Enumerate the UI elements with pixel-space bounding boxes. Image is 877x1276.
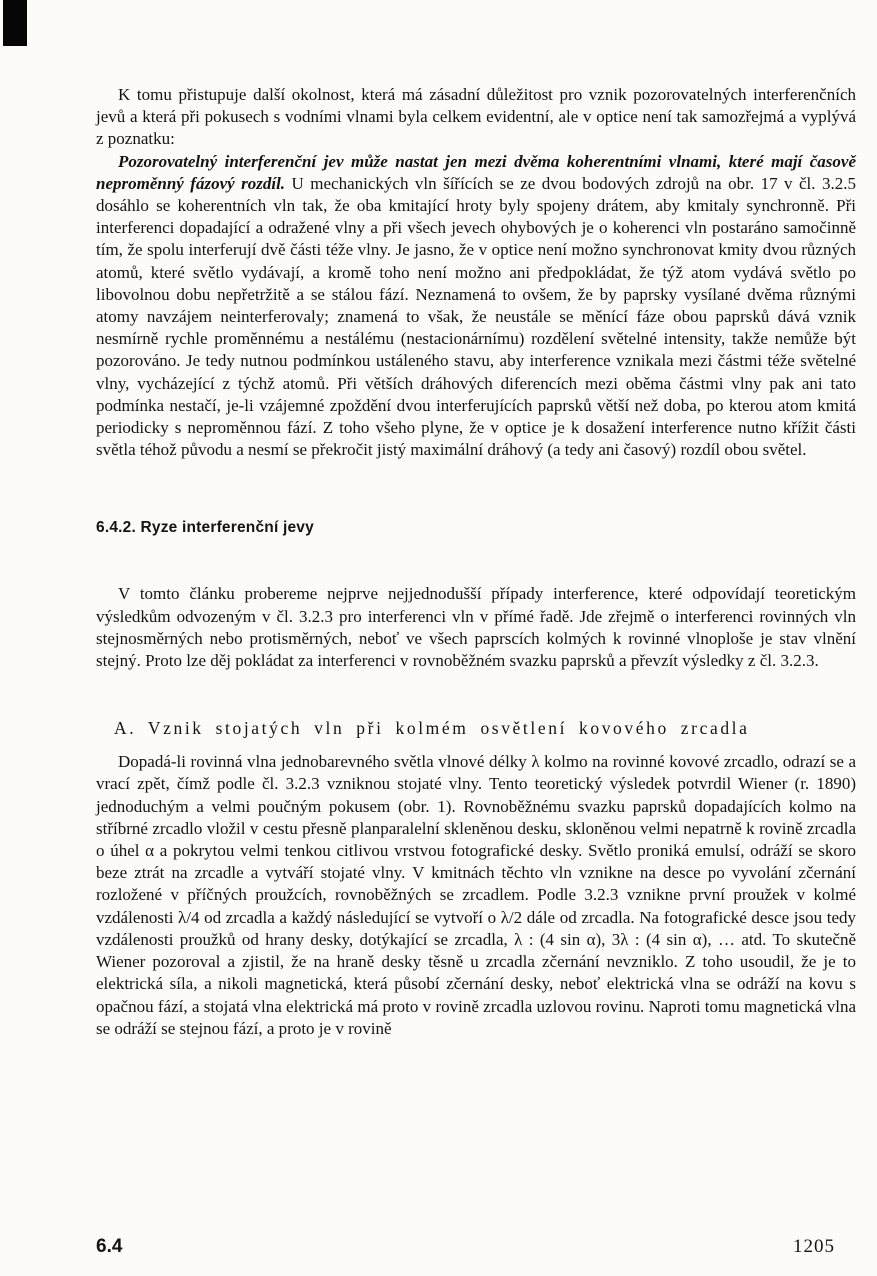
- emphasis-statement: Pozorovatelný interferenční jev může nastat jen mezi dvěma koherentními vlnami, které mají časově neproměnný fázový rozdíl.: [96, 151, 856, 193]
- paragraph-intro-text: K tomu přistupuje další okolnost, která má zásadní důležitost pro vznik pozorovatelných interferenčních jevů a která při pokusech s vodními vlnami byla celkem evidentní, ale v optice není tak samozřejmá a vyplývá z poznatku:: [96, 85, 856, 149]
- text-block: [96, 84, 856, 1040]
- paragraph-overview-text: V tomto článku probereme nejprve nejjednodušší případy interference, které odpovídají teoretickým výsledkům odvozeným v čl. 3.2.3 pro interferenci vln v přímé řadě. Jde zřejmě o interferenci rovinných vln stejnosměrných nebo protisměrných, neboť ve všech paprscích kolmých k rovinné vlnoploše je stav vlnění stejný. Proto lze děj pokládat za interferenci v rovnoběžném svazku paprsků a převzít výsledky z čl. 3.2.3.: [96, 584, 856, 671]
- paragraph-intro: [96, 84, 856, 151]
- footer-page-number: 1205: [793, 1236, 835, 1257]
- paragraph-wiener: [96, 751, 856, 1040]
- page-footer: [96, 1236, 847, 1258]
- footer-chapter-ref: 6.4: [96, 1236, 123, 1257]
- paragraph-coherence-text: U mechanických vln šířících se ze dvou bodových zdrojů na obr. 17 v čl. 3.2.5 dosáhlo se koherentních vln tak, že oba kmitající hroty byly spojeny drátem, aby kmitaly synchronně. Při interferenci dopadající a odražené vlny a při všech jevech ohybových je o koherenci vln postaráno samočinně tím, že spolu interferují dvě části téže vlny. Je jasno, že v optice není možno synchronovat kmity dvou různých atomů, které světlo vydávají, a kromě toho není možno ani předpokládat, že týž atom vydává světlo po libovolnou dobu nepřetržitě a se stálou fází. Neznamená to ovšem, že by paprsky vysílané dvěma různými atomy navzájem neinterferovaly; znamená to však, že neustále se měnící fáze obou paprsků dává vznik nesmírně rychle proměnnému a nestálému (nestacionárnímu) rozdělení světelné intensity, takže nemůže být pozorováno. Je tedy nutnou podmínkou ustáleného stavu, aby interference vznikala mezi částmi téže světelné vlny, vycházející z týchž atomů. Při větších dráhových diferencích mezi oběma částmi vlny pak ani tato podmínka nestačí, je-li vzájemné zpoždění dvou interferujících paprsků větší než doba, po kterou atom kmitá periodicky s neproměnnou fází. Z toho všeho plyne, že v optice je k dosažení interference nutno křížit části světla téhož původu a nesmí se překročit jistý maximální dráhový (a tedy ani časový) rozdíl obou světel.: [96, 173, 856, 460]
- subsection-heading: A. Vznik stojatých vln při kolmém osvětlení kovového zrcadla: [114, 718, 750, 739]
- section-heading: 6.4.2. Ryze interferenční jevy: [96, 519, 314, 537]
- paragraph-wiener-text: Dopadá-li rovinná vlna jednobarevného světla vlnové délky λ kolmo na rovinné kovové zrcadlo, odrazí se a vrací zpět, čímž podle čl. 3.2.3 vzniknou stojaté vlny. Tento teoretický výsledek potvrdil Wiener (r. 1890) jednoduchým a velmi poučným pokusem (obr. 1). Rovnoběžnému svazku paprsků dopadajících kolmo na stříbrné zrcadlo vložil v cestu přesně planparalelní skleněnou desku, skloněnou velmi nepatrně k rovině zrcadla o úhel α a pokrytou velmi tenkou citlivou vrstvou fotografické desky. Světlo proniká emulsí, odráží se skoro beze ztrát na zrcadle a vytváří stojaté vlny. V kmitnách těchto vln vznikne na desce po vyvolání zčernání rozložené v příčných proužcích, rovnoběžných se zrcadlem. Podle 3.2.3 vznikne první proužek v kolmé vzdálenosti λ/4 od zrcadla a každý následující se vytvoří o λ/2 dále od zrcadla. Na fotografické desce jsou tedy vzdálenosti proužků od hrany desky, dotýkající se zrcadla, λ : (4 sin α), 3λ : (4 sin α), … atd. To skutečně Wiener pozoroval a zjistil, že na hraně desky těsně u zrcadla zčernání nevzniklo. Z toho usoudil, že je to elektrická síla, a nikoli magnetická, která působí zčernání desky, neboť elektrická vlna se odráží na kovu s opačnou fází, a stojatá vlna elektrická má proto v rovině zrcadla uzlovou rovinu. Naproti tomu magnetická vlna se odráží se stejnou fází, a proto je v rovině: [96, 752, 856, 1038]
- paragraph-overview: [96, 583, 856, 672]
- scan-artifact-black-bar: [3, 0, 27, 46]
- paragraph-coherence: [96, 151, 856, 462]
